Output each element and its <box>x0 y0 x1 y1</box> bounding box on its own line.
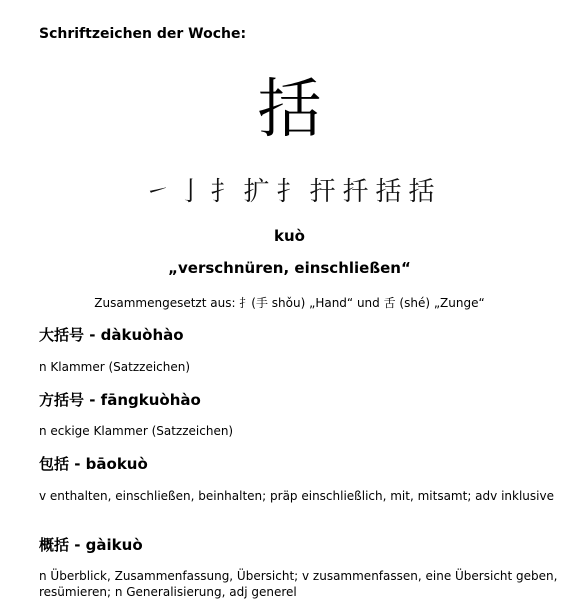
character-meaning: „verschnüren, einschließen“ <box>168 259 411 277</box>
stroke-step: 扞 <box>309 177 336 207</box>
entry-title: 包括 - bāokuò <box>39 455 148 473</box>
page-title: Schriftzeichen der Woche: <box>39 26 247 42</box>
stroke-step: 括 <box>375 177 402 207</box>
stroke-step: 扦 <box>342 177 369 207</box>
entry-definition: v enthalten, einschließen, beinhalten; präp einschließlich, mit, mitsamt; adv inklusive <box>39 489 554 503</box>
entry-definition: n Klammer (Satzzeichen) <box>39 360 191 374</box>
stroke-step: 扩 <box>243 177 270 207</box>
character-composition: Zusammengesetzt aus: 扌(手 shǒu) „Hand“ und 舌 (shé) „Zunge“ <box>94 296 485 310</box>
stroke-step: 扌 <box>276 177 303 207</box>
entry-definition: n eckige Klammer (Satzzeichen) <box>39 424 234 438</box>
stroke-step: 扌 <box>210 177 237 207</box>
featured-character: 括 <box>257 73 322 147</box>
stroke-step: 亅 <box>177 177 204 207</box>
entry-definition: n Überblick, Zusammenfassung, Übersicht; v zusammenfassen, eine Übersicht geben, resümieren; n Generalisierung, adj generel <box>39 569 558 599</box>
entry-title: 方括号 - fāngkuòhào <box>39 391 201 409</box>
entry-title: 概括 - gàikuò <box>39 536 143 554</box>
stroke-step: ㇀ <box>144 177 171 207</box>
character-pinyin: kuò <box>274 227 305 245</box>
stroke-step: 括 <box>408 177 435 207</box>
entry-title: 大括号 - dàkuòhào <box>39 326 184 344</box>
stroke-order-sequence <box>0 176 579 208</box>
